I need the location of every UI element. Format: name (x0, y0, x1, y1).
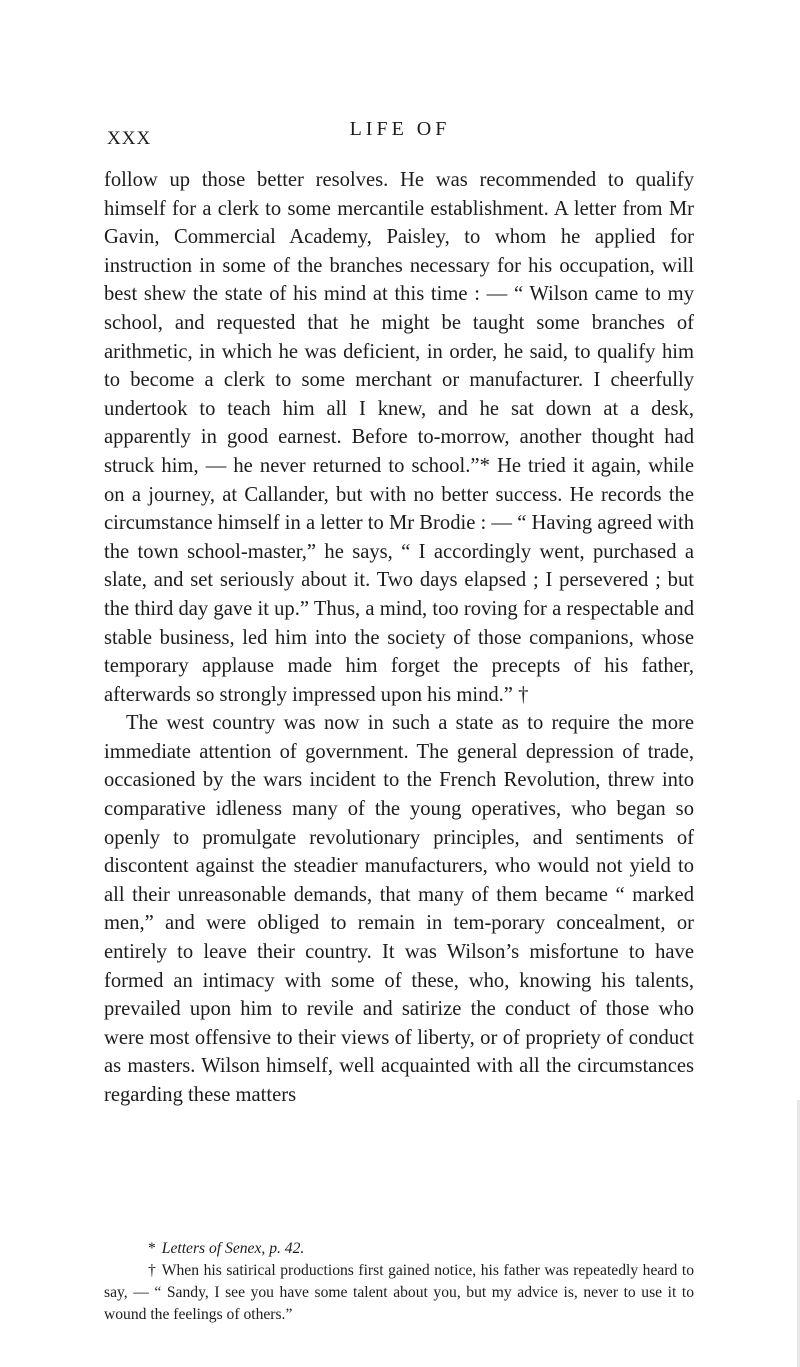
footnote-symbol: † (148, 1262, 156, 1279)
footnotes (104, 1238, 694, 1326)
running-head: LIFE OF (349, 118, 451, 140)
footnote-symbol: * (148, 1240, 156, 1257)
footnote (104, 1238, 694, 1260)
body-text (104, 166, 694, 1110)
footnote-text: Letters of Senex, p. 42. (161, 1240, 305, 1257)
page-number: XXX (107, 128, 152, 149)
footnote-text: When his satirical productions first gained notice, his father was repeatedly heard to say, — “ Sandy, I see you have some talent about you, but my advice is, never to use it to wound the feelings of others.” (104, 1262, 694, 1323)
paragraph: follow up those better resolves. He was recommended to qualify himself for a clerk to some mercantile establishment. A letter from Mr Gavin, Commercial Academy, Paisley, to whom he applied for instruction in some of the branches necessary for his occupation, will best shew the state of his mind at this time : — “ Wilson came to my school, and requested that he might be taught some branches of arithmetic, in which he was deficient, in order, he said, to qualify him to become a clerk to some merchant or manufacturer. I cheerfully undertook to teach him all I knew, and he sat down at a desk, apparently in good earnest. Before to-morrow, another thought had struck him, — he never returned to school.”* He tried it again, while on a journey, at Callander, but with no better success. He records the circumstance himself in a letter to Mr Brodie : — “ Having agreed with the town school-master,” he says, “ I accordingly went, purchased a slate, and set seriously about it. Two days elapsed ; I persevered ; but the third day gave it up.” Thus, a mind, too roving for a respectable and stable business, led him into the society of those companions, whose temporary applause made him forget the precepts of his father, afterwards so strongly impressed upon his mind.” † (104, 169, 694, 706)
paragraph: The west country was now in such a state as to require the more immediate attention of government. The general depression of trade, occasioned by the wars incident to the French Revolution, threw into comparative idleness many of the young operatives, who began so openly to promulgate revolutionary principles, and sentiments of discontent against the steadier manufacturers, who would not yield to all their unreasonable demands, that many of them became “ marked men,” and were obliged to remain in tem-porary concealment, or entirely to leave their country. It was Wilson’s misfortune to have formed an intimacy with some of these, who, knowing his talents, prevailed upon him to revile and satirize the conduct of those who were most offensive to their views of liberty, or of propriety of conduct as masters. Wilson himself, well acquainted with all the circumstances regarding these matters (104, 712, 694, 1106)
footnote (104, 1260, 694, 1326)
